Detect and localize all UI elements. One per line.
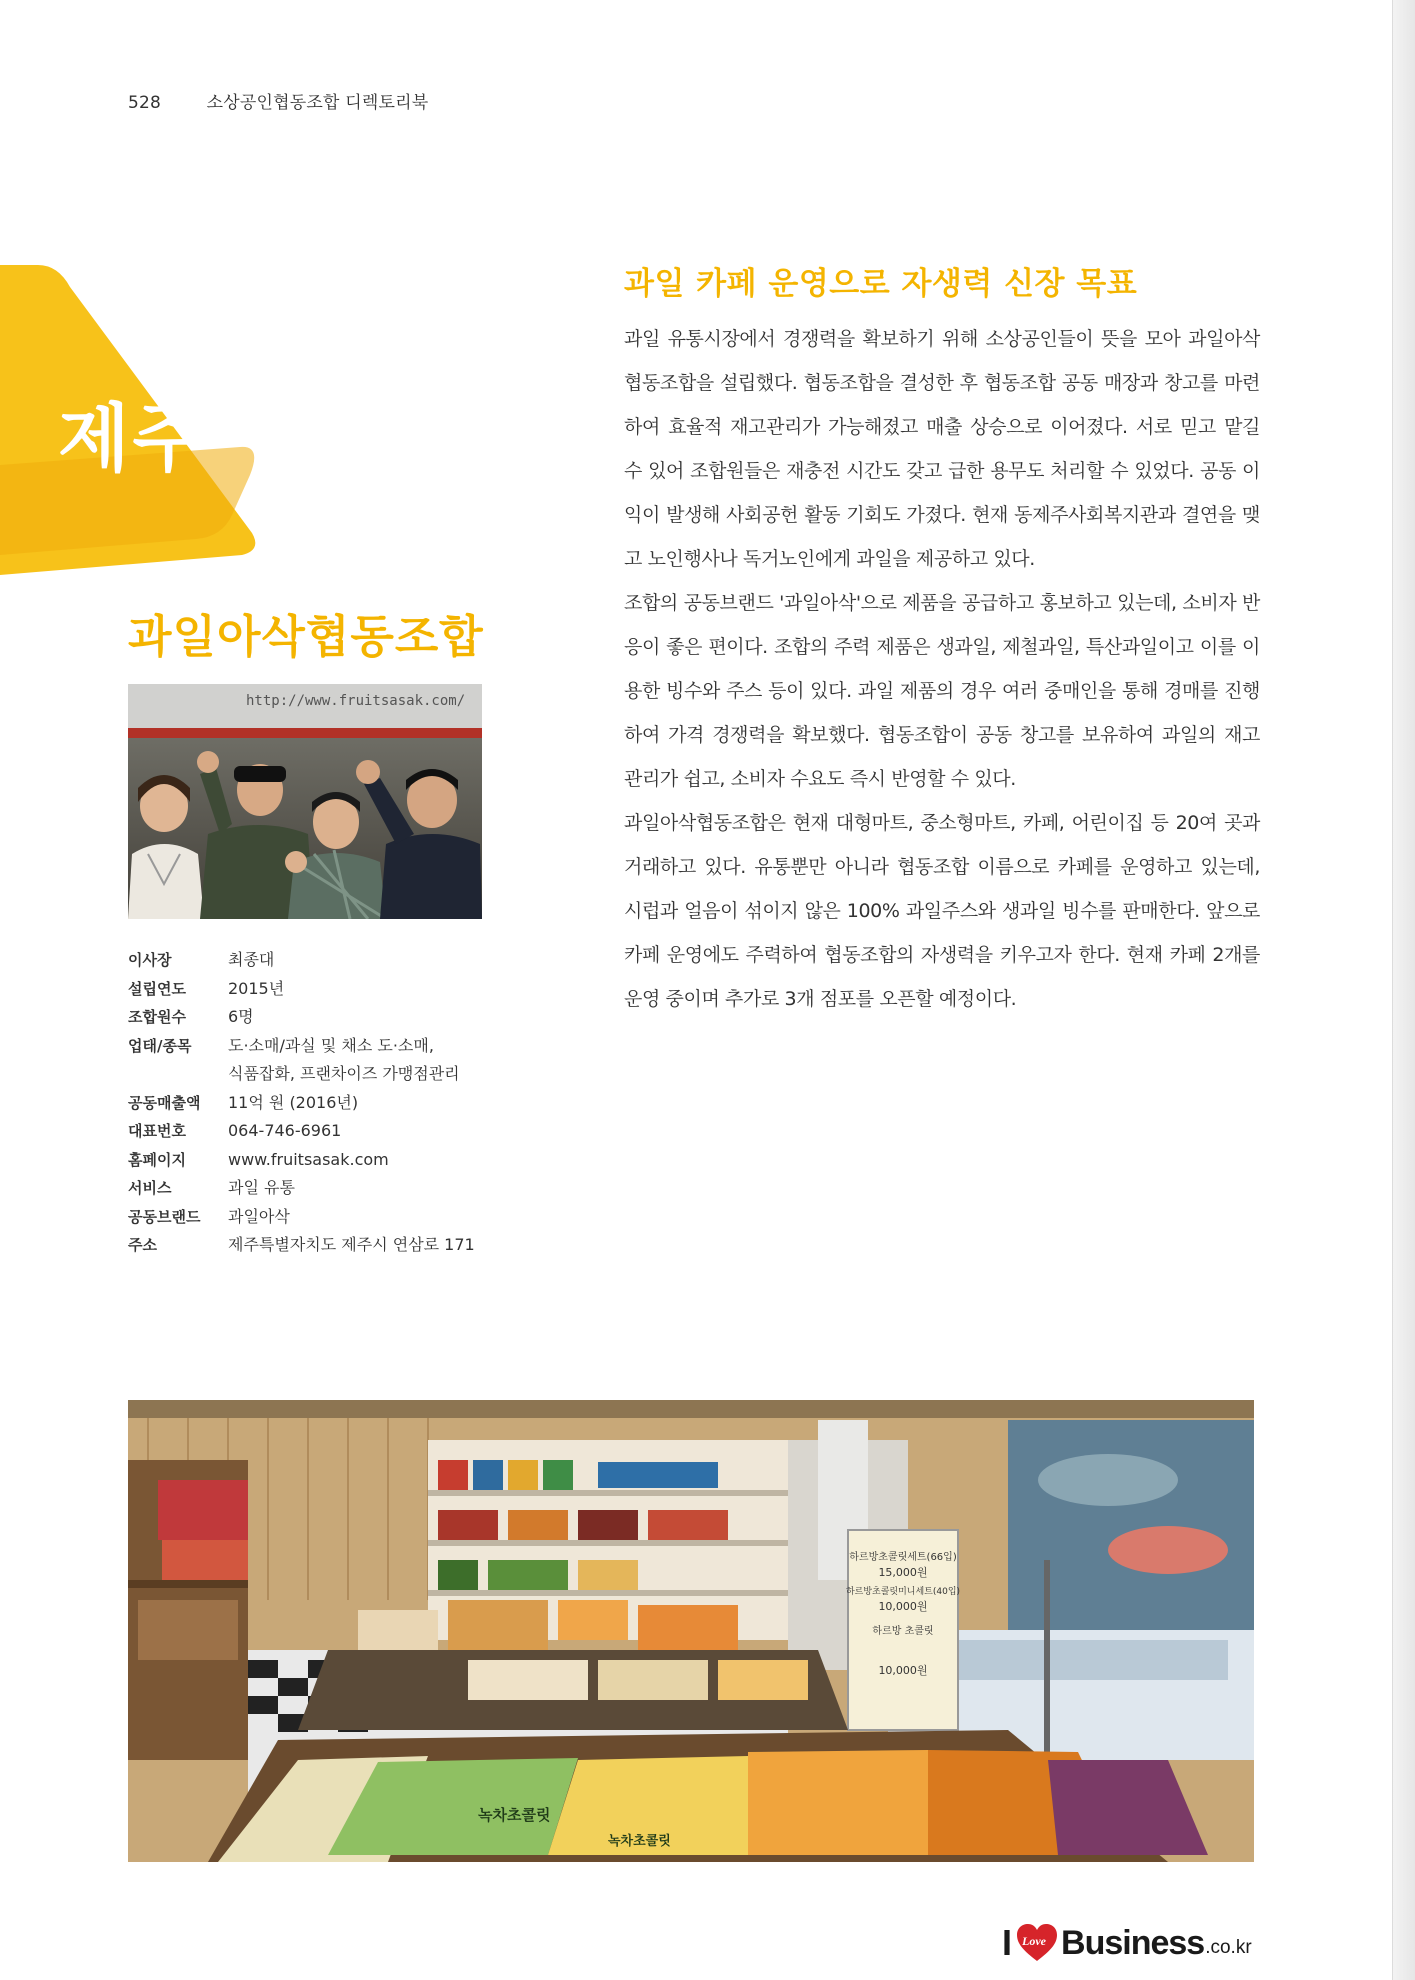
info-value: 과일 유통: [228, 1178, 295, 1197]
heart-icon: [1016, 1923, 1058, 1963]
box-label-greentea: 녹차초콜릿: [478, 1806, 551, 1824]
cooperative-name: 과일아삭협동조합: [128, 610, 484, 663]
logo-letter-i: I: [1002, 1922, 1013, 1963]
price-sign-line3: 하르방초콜릿미니세트(40입): [845, 1587, 961, 1597]
photo-sign-url: http://www.fruitsasak.com/: [246, 693, 466, 709]
logo-domain-text: .co.kr: [1205, 1937, 1252, 1958]
info-label: 설립연도: [128, 979, 186, 998]
info-row-phone: [128, 1117, 475, 1146]
info-value: 2015년: [228, 978, 285, 998]
info-row-members: [128, 1003, 475, 1032]
price-sign-line4: 10,000원: [878, 1600, 928, 1613]
info-row-sales: [128, 1089, 475, 1118]
price-sign-line6: 10,000원: [878, 1664, 928, 1677]
info-value-line: 식품잡화, 프랜차이즈 가맹점관리: [228, 1064, 460, 1083]
info-value: 11억 원 (2016년): [228, 1092, 359, 1112]
info-row-founded: [128, 975, 475, 1004]
info-value: 제주특별자치도 제주시 연삼로 171: [228, 1235, 475, 1254]
info-value: 과일아삭: [228, 1206, 290, 1226]
info-label: 조합원수: [128, 1008, 186, 1026]
article-title: 과일 카페 운영으로 자생력 신장 목표: [624, 266, 1138, 302]
running-head: [128, 88, 428, 113]
info-label: 공동매출액: [128, 1093, 201, 1112]
article: [624, 258, 1260, 1021]
info-row-business-type: [128, 1032, 475, 1089]
price-sign-line1: 하르방초콜릿세트(66입): [849, 1552, 957, 1563]
info-label: 이사장: [128, 951, 172, 969]
article-body: [624, 317, 1260, 1021]
info-value: [228, 1032, 460, 1089]
footer-logo: [1002, 1922, 1252, 1964]
info-value-line: 도·소매/과실 및 채소 도·소매,: [228, 1035, 434, 1055]
store-interior-photo: [128, 1400, 1254, 1862]
info-row-brand: [128, 1203, 475, 1232]
info-label: 홈페이지: [128, 1150, 186, 1169]
info-row-service: [128, 1174, 475, 1203]
page-number: 528: [128, 93, 162, 113]
info-label: 공동브랜드: [128, 1207, 201, 1226]
members-figures: [128, 684, 482, 919]
info-label: 업태/종목: [128, 1036, 192, 1055]
article-paragraph: 과일 유통시장에서 경쟁력을 확보하기 위해 소상공인들이 뜻을 모아 과일아삭협동조합을 설립했다. 협동조합을 결성한 후 협동조합 공동 매장과 창고를 마련하여 효율적 재고관리가 가능해졌고 매출 상승으로 이어졌다. 서로 믿고 맡길 수 있어 조합원들은 재충전 시간도 갖고 급한 용무도 처리할 수 있었다. 공동 이익이 발생해 사회공헌 활동 기회도 가졌다. 현재 동제주사회복지관과 결연을 맺고 노인행사나 독거노인에게 과일을 제공하고 있다.: [624, 328, 1260, 570]
info-label: 서비스: [128, 1179, 172, 1197]
cooperative-info-table: [128, 946, 475, 1260]
info-label: 대표번호: [128, 1122, 186, 1140]
region-label: 제주: [58, 396, 207, 482]
members-photo: [128, 684, 482, 919]
price-sign-line2: 15,000원: [878, 1566, 928, 1579]
logo-love-text: Love: [1022, 1934, 1046, 1948]
article-paragraph: 조합의 공동브랜드 '과일아삭'으로 제품을 공급하고 홍보하고 있는데, 소비자 반응이 좋은 편이다. 조합의 주력 제품은 생과일, 제철과일, 특산과일이고 이를 이용한 빙수와 주스 등이 있다. 과일 제품의 경우 여러 중매인을 통해 경매를 진행하여 가격 경쟁력을 확보했다. 협동조합이 공동 창고를 보유하여 과일의 재고 관리가 쉽고, 소비자 수요도 즉시 반영할 수 있다.: [624, 592, 1260, 790]
info-value: www.fruitsasak.com: [228, 1149, 389, 1169]
price-sign-line5: 하르방 초콜릿: [872, 1626, 934, 1637]
info-value: 6명: [228, 1007, 254, 1026]
info-label: 주소: [128, 1236, 157, 1254]
article-paragraph: 과일아삭협동조합은 현재 대형마트, 중소형마트, 카페, 어린이집 등 20여 곳과 거래하고 있다. 유통뿐만 아니라 협동조합 이름으로 카페를 운영하고 있는데, 시럽과 얼음이 섞이지 않은 100% 과일주스와 생과일 빙수를 판매한다. 앞으로 카페 운영에도 주력하여 협동조합의 자생력을 키우고자 한다. 현재 카페 2개를 운영 중이며 추가로 3개 점포를 오픈할 예정이다.: [624, 812, 1260, 1010]
page-spine: [1393, 0, 1415, 1980]
info-row-ceo: [128, 946, 475, 975]
info-row-homepage: [128, 1146, 475, 1175]
logo-business-text: Business: [1061, 1923, 1205, 1962]
store-scene: [128, 1400, 1254, 1862]
book-title: 소상공인협동조합 디렉토리북: [206, 93, 429, 113]
info-value: 최종대: [228, 950, 275, 969]
box-label-greentea-2: 녹차초콜릿: [608, 1834, 671, 1849]
info-row-address: [128, 1231, 475, 1260]
info-value: 064-746-6961: [228, 1121, 342, 1140]
